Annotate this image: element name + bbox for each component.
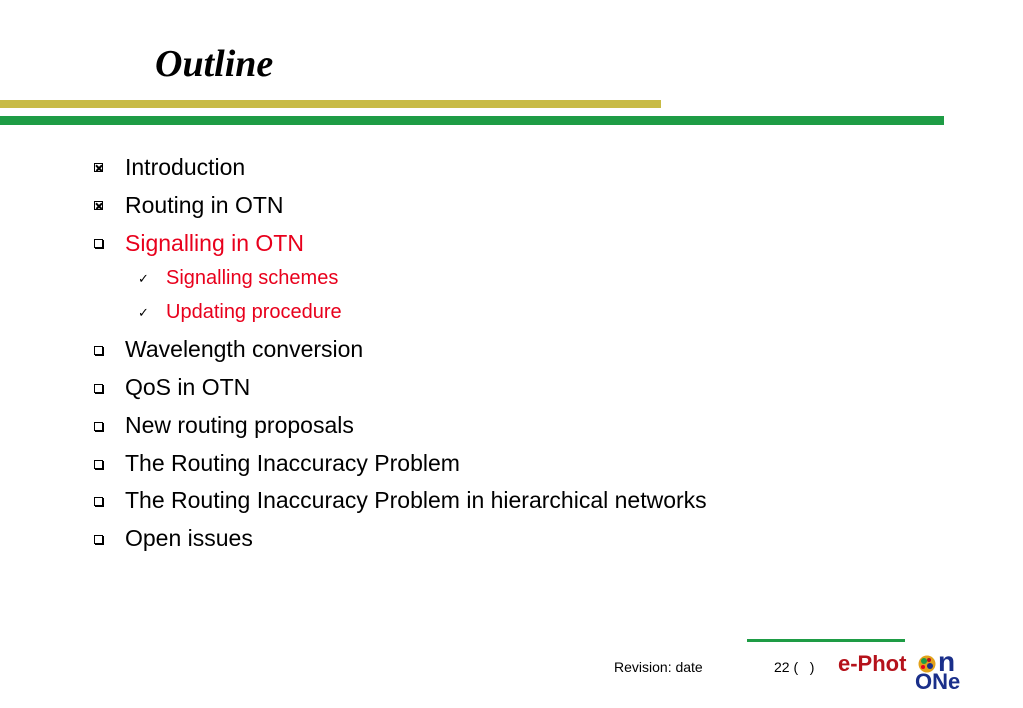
logo-wordmark-one: ONe xyxy=(915,669,961,694)
revision-label: Revision: date xyxy=(614,659,703,675)
outline-item-introduction: Introduction xyxy=(125,154,246,180)
title-underline-green xyxy=(0,116,944,125)
checked-box-icon xyxy=(94,163,103,172)
check-mark-icon: ✓ xyxy=(138,306,149,321)
open-box-icon xyxy=(94,422,103,431)
sub-item-signalling-schemes: Signalling schemes xyxy=(166,267,339,289)
outline-item-routing: Routing in OTN xyxy=(125,192,284,218)
outline-item-hierarchical: The Routing Inaccuracy Problem in hierarchical networks xyxy=(125,487,707,513)
outline-item-wavelength: Wavelength conversion xyxy=(125,336,364,362)
outline-item-open-issues: Open issues xyxy=(125,525,253,551)
e-photon-one-logo xyxy=(838,646,983,695)
check-mark-icon: ✓ xyxy=(138,272,149,287)
logo-wordmark-n: n xyxy=(938,646,956,677)
title-underline-gold xyxy=(0,100,661,108)
open-box-icon xyxy=(94,384,103,393)
outline-item-inaccuracy: The Routing Inaccuracy Problem xyxy=(125,450,460,476)
logo-wordmark-prefix: e-Phot xyxy=(838,651,907,676)
outline-item-qos: QoS in OTN xyxy=(125,374,251,400)
footer-divider xyxy=(747,639,905,642)
checked-box-icon xyxy=(94,201,103,210)
open-box-icon xyxy=(94,346,103,355)
open-box-icon xyxy=(94,460,103,469)
page-number: 22 ( ) xyxy=(774,659,815,675)
open-box-icon xyxy=(94,239,103,248)
sub-item-updating-procedure: Updating procedure xyxy=(166,301,342,323)
slide-title: Outline xyxy=(155,43,274,85)
outline-item-signalling: Signalling in OTN xyxy=(125,230,304,256)
open-box-icon xyxy=(94,535,103,544)
open-box-icon xyxy=(94,497,103,506)
outline-item-new-routing: New routing proposals xyxy=(125,412,354,438)
